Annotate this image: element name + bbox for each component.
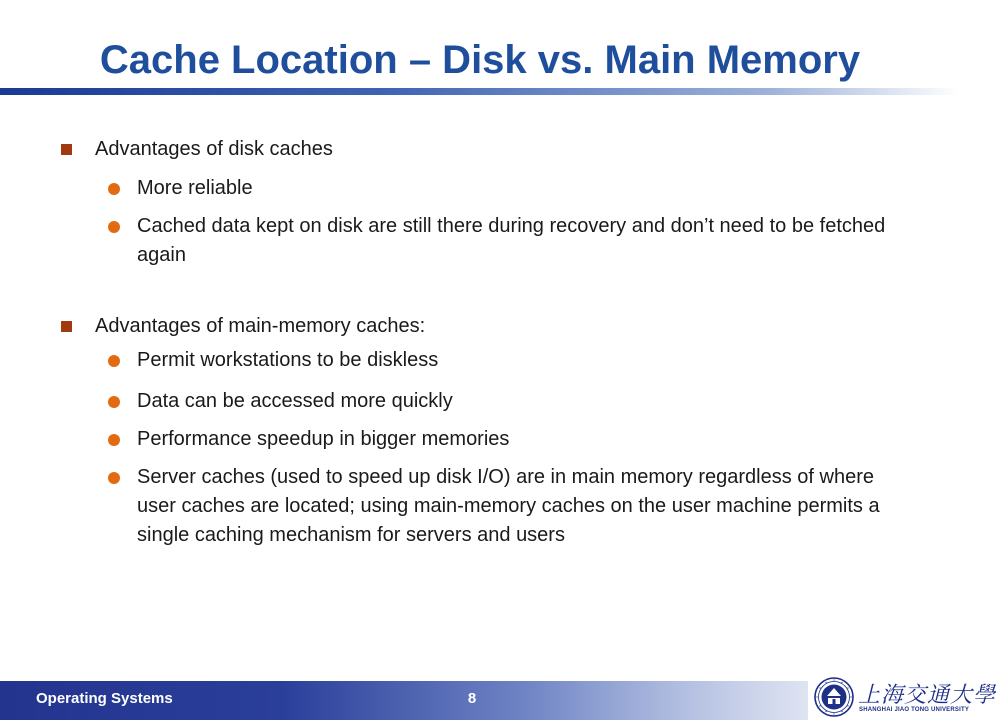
bullet-text: Permit workstations to be diskless bbox=[137, 349, 439, 371]
section-heading-main-memory-caches bbox=[95, 312, 915, 341]
round-bullet-icon bbox=[108, 221, 120, 233]
square-bullet-icon bbox=[61, 321, 72, 332]
list-item bbox=[137, 387, 907, 416]
university-seal-icon bbox=[814, 677, 854, 717]
round-bullet-icon bbox=[108, 434, 120, 446]
slide-title: Cache Location – Disk vs. Main Memory bbox=[99, 38, 861, 82]
list-item bbox=[137, 346, 907, 375]
list-item bbox=[137, 425, 907, 454]
list-item bbox=[137, 174, 907, 203]
round-bullet-icon bbox=[108, 472, 120, 484]
list-item bbox=[137, 212, 907, 270]
bullet-text: Cached data kept on disk are still there during recovery and don’t need to be fetched again bbox=[137, 215, 886, 266]
list-item bbox=[137, 463, 882, 550]
bullet-text: Advantages of main-memory caches: bbox=[95, 315, 426, 337]
section-heading-disk-caches bbox=[95, 135, 915, 164]
bullet-text: More reliable bbox=[137, 177, 253, 199]
university-wordmark bbox=[858, 678, 996, 718]
square-bullet-icon bbox=[61, 144, 72, 155]
footer-page-number: 8 bbox=[467, 690, 477, 707]
footer-course-name: Operating Systems bbox=[36, 690, 173, 707]
bullet-text: Server caches (used to speed up disk I/O) are in main memory regardless of where user caches are located; using main-memory caches on the user machine permits a single caching mechanism for servers and users bbox=[137, 466, 880, 546]
bullet-text: Advantages of disk caches bbox=[95, 138, 333, 160]
round-bullet-icon bbox=[108, 396, 120, 408]
bullet-text: Data can be accessed more quickly bbox=[137, 390, 453, 412]
bullet-text: Performance speedup in bigger memories bbox=[137, 428, 510, 450]
university-name-chinese: 上海交通大學 bbox=[858, 683, 996, 708]
round-bullet-icon bbox=[108, 183, 120, 195]
university-name-english: SHANGHAI JIAO TONG UNIVERSITY bbox=[859, 707, 970, 713]
round-bullet-icon bbox=[108, 355, 120, 367]
